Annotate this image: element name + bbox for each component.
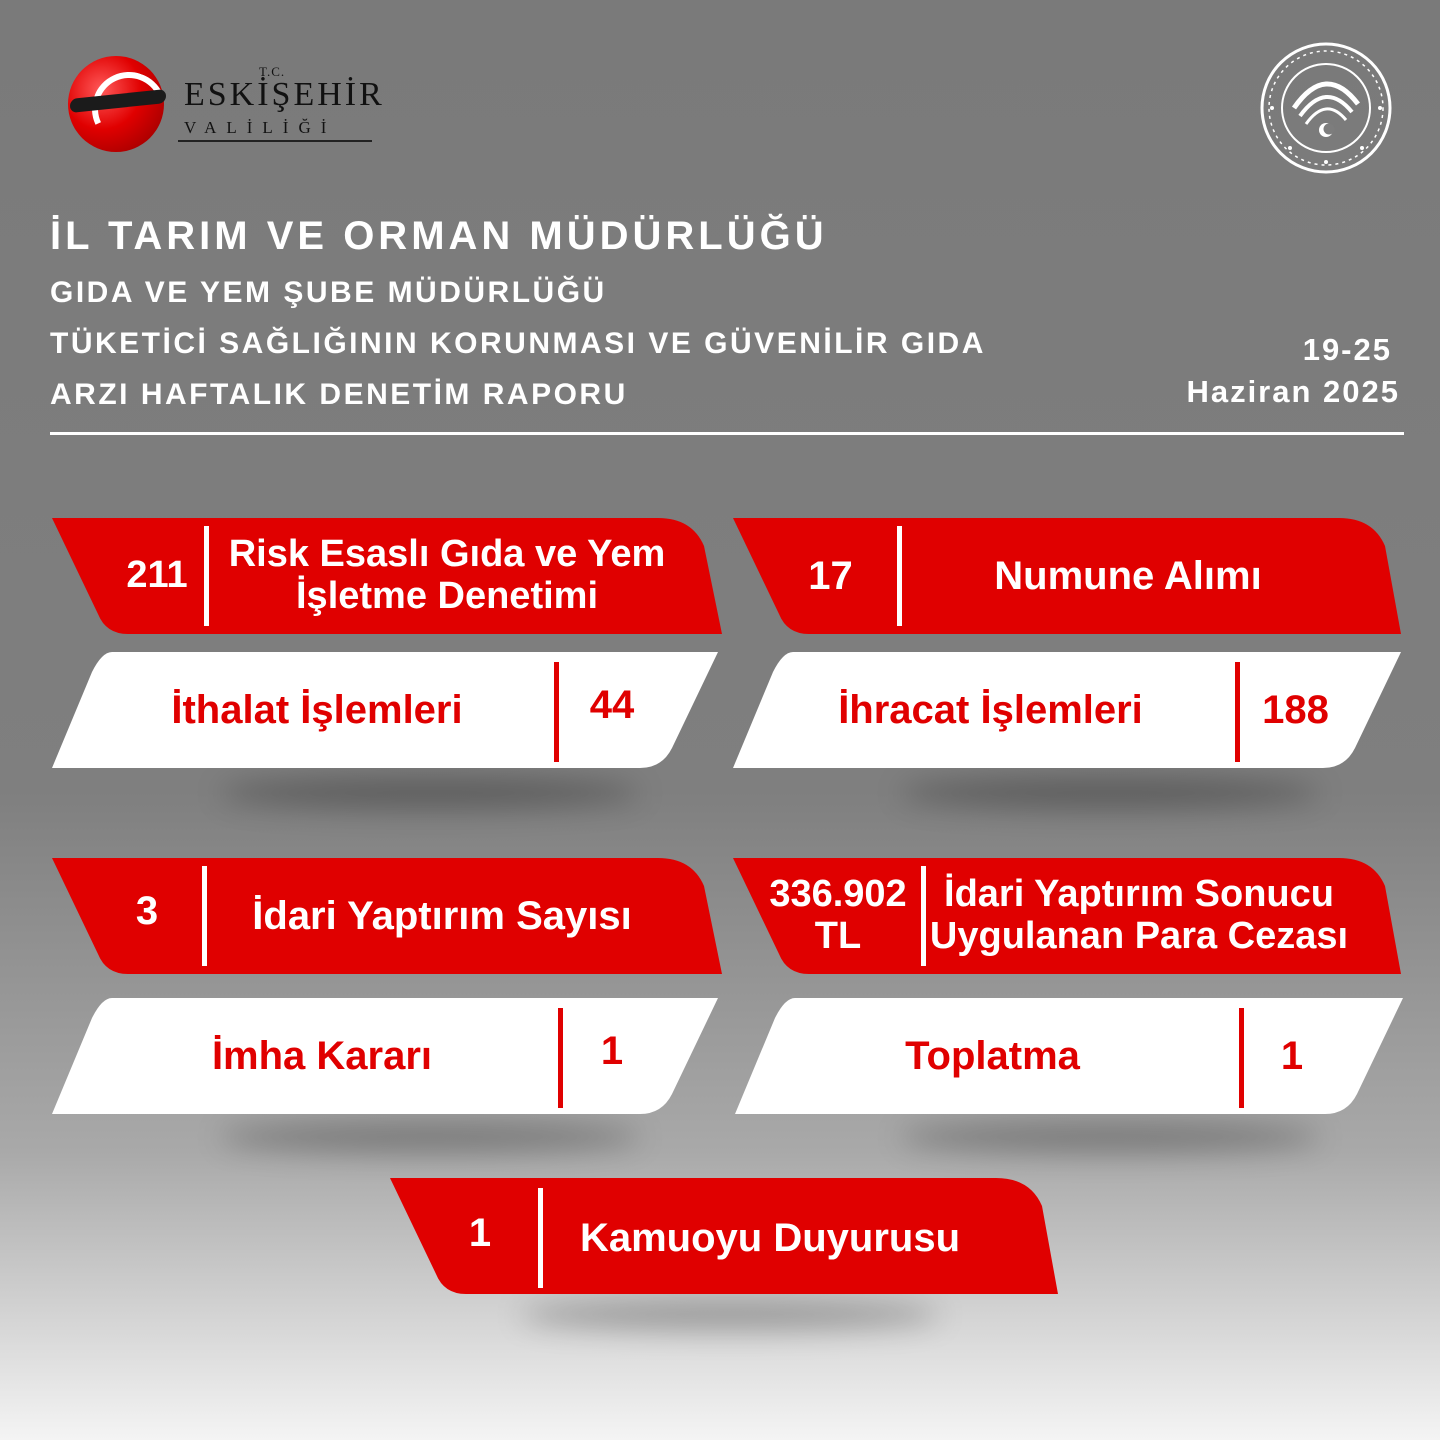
card-recall (735, 998, 1403, 1114)
date-range: 19-25 (1302, 332, 1392, 367)
destroy-label: İmha Kararı (211, 1034, 433, 1078)
logo-city: ESKİŞEHİR (184, 76, 385, 113)
announcement-value: 1 (468, 1211, 492, 1255)
card-destroy (52, 998, 718, 1114)
card-sanction-fine (733, 858, 1401, 974)
card-export (733, 652, 1401, 768)
eskisehir-valiligi-logo (62, 50, 392, 160)
title-line-3: TÜKETİCİ SAĞLIĞININ KORUNMASI VE GÜVENİLİR GIDA (50, 327, 986, 360)
recall-label: Toplatma (905, 1034, 1080, 1078)
card-sanction-count (52, 858, 722, 974)
card-sample (733, 518, 1401, 634)
import-label: İthalat İşlemleri (171, 688, 463, 732)
export-value: 188 (1262, 688, 1329, 732)
ministry-seal-icon (1260, 42, 1392, 174)
logo-gov: VALİLİĞİ (184, 118, 337, 137)
sanction-fine-value: 336.902 TL (769, 873, 907, 957)
risk-value: 211 (126, 554, 188, 597)
sanction-fine-label: İdari Yaptırım Sonucu Uygulanan Para Cezası (929, 873, 1349, 957)
recall-value: 1 (1280, 1034, 1304, 1078)
title-line-2: GIDA VE YEM ŞUBE MÜDÜRLÜĞÜ (50, 276, 607, 309)
card-announcement (390, 1178, 1058, 1294)
risk-label: Risk Esaslı Gıda ve Yem İşletme Denetimi (228, 533, 666, 617)
title-line-4: ARZI HAFTALIK DENETİM RAPORU (50, 378, 628, 411)
import-value: 44 (589, 683, 635, 727)
sample-value: 17 (808, 554, 853, 598)
date-month: Haziran 2025 (1186, 374, 1400, 409)
sanction-count-label: İdari Yaptırım Sayısı (252, 894, 632, 938)
sanction-count-value: 3 (135, 889, 159, 933)
announcement-label: Kamuoyu Duyurusu (579, 1216, 961, 1260)
card-import (52, 652, 718, 768)
destroy-value: 1 (600, 1029, 624, 1073)
title-line-1: İL TARIM VE ORMAN MÜDÜRLÜĞÜ (50, 214, 828, 258)
logo-tc: T.C. (259, 64, 286, 79)
card-risk-inspection (52, 518, 722, 634)
export-label: İhracat İşlemleri (838, 688, 1143, 732)
header-divider (50, 432, 1404, 435)
sample-label: Numune Alımı (994, 554, 1262, 598)
